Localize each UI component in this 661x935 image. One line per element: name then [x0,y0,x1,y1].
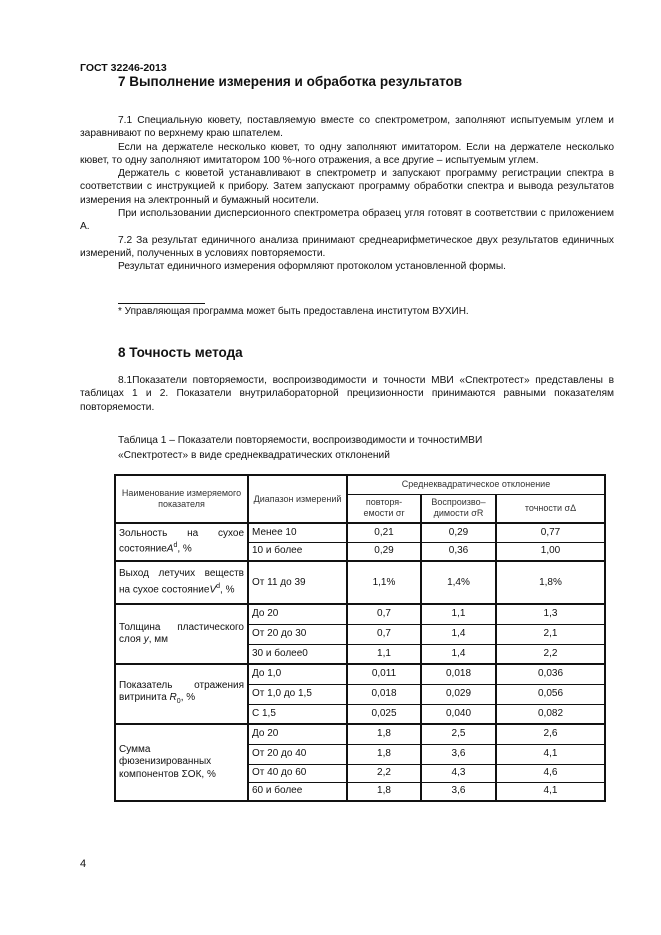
reproducibility-value: 0,29 [421,523,496,542]
measurement-range: До 20 [248,724,347,744]
reproducibility-value: 1,1 [421,604,496,624]
indicator-label: Показатель отражения витринита [119,679,244,703]
repeatability-value: 0,29 [347,542,421,561]
repeatability-value: 2,2 [347,764,421,782]
accuracy-value: 2,2 [496,644,605,664]
table-caption-line: Таблица 1 – Показатели повторяемости, воспроизводимости и точностиМВИ [118,435,483,446]
repeatability-value: 1,8 [347,782,421,801]
indicator-symbol: V [209,584,217,596]
header-name: Наименование измеряемого показателя [115,475,248,523]
reproducibility-value: 3,6 [421,782,496,801]
indicator-unit: , мм [148,634,169,645]
accuracy-value: 0,056 [496,684,605,704]
reproducibility-value: 0,36 [421,542,496,561]
header-std-deviation: Среднеквадратическое отклонение [347,475,605,494]
accuracy-value: 4,6 [496,764,605,782]
footnote-divider [118,303,205,304]
measurement-range: От 40 до 60 [248,764,347,782]
repeatability-value: 0,7 [347,604,421,624]
indicator-unit: , % [220,584,235,596]
paragraph: При использовании дисперсионного спектрометра образец угля готовят в соответствии с приложением А. [80,208,614,233]
section-8-body [80,374,614,414]
repeatability-value: 1,1 [347,644,421,664]
reproducibility-value: 1,4% [421,561,496,604]
standard-number: ГОСТ 32246-2013 [80,62,167,74]
table-row [115,561,605,604]
indicator-name [115,724,248,801]
accuracy-value: 1,8% [496,561,605,604]
paragraph: Если на держателе несколько кювет, то одну заполняют имитатором. Если на держателе несколько кювет, то одну заполняют имитатором 100 %-ного отражения, а все другие – испытуемым углем. [80,141,614,166]
reproducibility-value: 4,3 [421,764,496,782]
precision-table [114,474,606,802]
repeatability-value: 0,7 [347,624,421,644]
section-8-title: 8 Точность метода [118,345,243,360]
measurement-range: До 1,0 [248,664,347,684]
indicator-label: Зольность на сухое состояние [119,527,244,555]
measurement-range: От 20 до 30 [248,624,347,644]
repeatability-value: 0,025 [347,704,421,724]
measurement-range: С 1,5 [248,704,347,724]
reproducibility-value: 0,029 [421,684,496,704]
accuracy-value: 1,00 [496,542,605,561]
subscript: 0 [176,698,181,705]
accuracy-value: 0,036 [496,664,605,684]
indicator-name [115,664,248,724]
indicator-label: Толщина пластического слоя [119,621,244,645]
indicator-label: Сумма фюзенизированных компонентов ΣОК, % [119,743,216,780]
paragraph: 8.1Показатели повторяемости, воспроизводимости и точности МВИ «Спектротест» представлены в таблицах 1 и 2. Показатели внутрилабораторной прецизионности принимаются равными показателям повторяемости. [80,375,614,413]
table-row [115,523,605,542]
reproducibility-value: 2,5 [421,724,496,744]
paragraph: 7.2 За результат единичного анализа принимают среднеарифметическое двух результатов единичных измерений, полученных в условиях повторяемости. [80,234,614,259]
accuracy-value: 4,1 [496,782,605,801]
section-7-title: 7 Выполнение измерения и обработка результатов [118,74,463,89]
repeatability-value: 1,8 [347,744,421,764]
accuracy-value: 0,082 [496,704,605,724]
table-row [115,604,605,624]
repeatability-value: 0,21 [347,523,421,542]
repeatability-value: 1,1% [347,561,421,604]
reproducibility-value: 0,040 [421,704,496,724]
accuracy-value: 0,77 [496,523,605,542]
repeatability-value: 0,018 [347,684,421,704]
table-row [115,724,605,744]
indicator-symbol: R [169,692,177,703]
reproducibility-value: 1,4 [421,644,496,664]
header-repeatability: повторя-емости σr [347,494,421,523]
reproducibility-value: 3,6 [421,744,496,764]
indicator-symbol: A [166,543,174,555]
header-accuracy: точности σΔ [496,494,605,523]
indicator-unit: , % [180,692,196,703]
indicator-name [115,604,248,664]
accuracy-value: 1,3 [496,604,605,624]
repeatability-value: 0,011 [347,664,421,684]
page-number: 4 [80,858,87,870]
measurement-range: 60 и более [248,782,347,801]
accuracy-value: 2,1 [496,624,605,644]
indicator-name [115,523,248,561]
footnote: * Управляющая программа может быть предоставлена институтом ВУХИН. [118,306,469,317]
repeatability-value: 1,8 [347,724,421,744]
table-caption-line: «Спектротест» в виде среднеквадратических отклонений [118,449,390,461]
measurement-range: 30 и более0 [248,644,347,664]
indicator-symbol: y [143,634,149,645]
reproducibility-value: 0,018 [421,664,496,684]
table-row [115,664,605,684]
measurement-range: От 11 до 39 [248,561,347,604]
table-caption [118,434,482,463]
paragraph: 7.1 Специальную кювету, поставляемую вместе со спектрометром, заполняют испытуемым углем и заравнивают по верхнему краю шпателем. [80,115,614,140]
accuracy-value: 4,1 [496,744,605,764]
superscript: d [173,542,178,550]
paragraph: Держатель с кюветой устанавливают в спектрометр и запускают программу регистрации спектра в соответствии с инструкцией к прибору. Затем запускают программу обработки спектра и вывода результатов измерения на электронный и бумажный носители. [80,168,614,206]
measurement-range: До 20 [248,604,347,624]
paragraph: Результат единичного измерения оформляют протоколом установленной формы. [118,261,507,273]
measurement-range: От 1,0 до 1,5 [248,684,347,704]
reproducibility-value: 1,4 [421,624,496,644]
header-range: Диапазон измерений [248,475,347,523]
table-body [115,523,605,801]
indicator-unit: , % [177,543,192,555]
header-reproducibility: Воспроизво–димости σR [421,494,496,523]
indicator-name [115,561,248,604]
measurement-range: Менее 10 [248,523,347,542]
measurement-range: От 20 до 40 [248,744,347,764]
indicator-label: Выход летучих веществ на сухое состояние [119,568,244,596]
superscript: d [216,582,221,590]
accuracy-value: 2,6 [496,724,605,744]
measurement-range: 10 и более [248,542,347,561]
section-7-body [80,114,614,274]
